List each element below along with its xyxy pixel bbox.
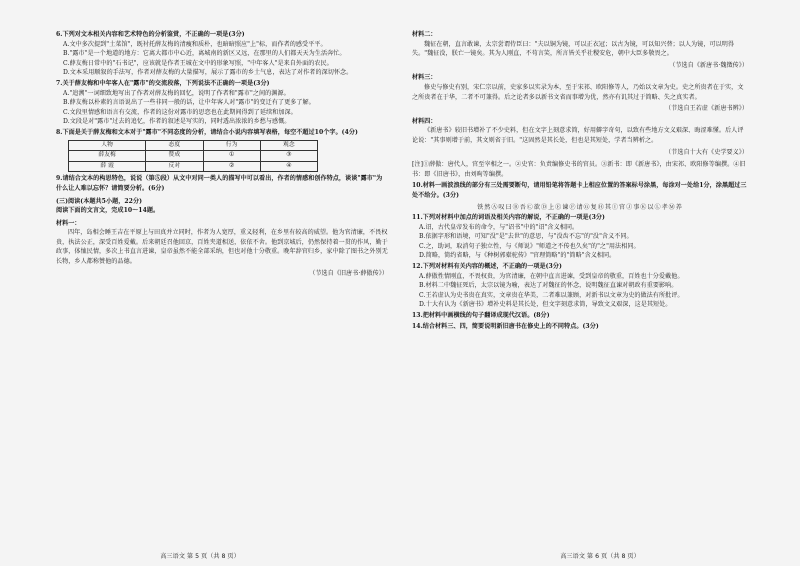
question-7-stem: 7.关于薛友梅和中年客人在"露市"的交流段落，下列说法不正确的一项是(3分) [56,79,270,87]
question-12 [412,262,748,310]
question-9 [56,174,388,193]
table-header: 行为 [203,140,260,151]
table-row [69,151,318,162]
table-cell: 薛 霞 [69,161,146,172]
material-3-title: 材料三： [412,74,437,82]
question-7-option-a: A."追溯"一词细致地写出了作者对薛友梅的回忆，说明了作者和"露市"之间的渊源。 [63,89,290,97]
material-2-source: （节选自《新唐书·魏徵传》） [669,61,748,69]
material-4-source: （节选自十大有《史学要义》） [665,148,748,156]
question-6-option-b: B."露市"是一个地道的地方：它离大都市中心近，离城南的新区又远，在那里的人们都天天为生活奔忙。 [63,50,346,58]
material-4-body: 《新唐书》较旧书增补了不少史料，但在文字上刻意求简，好用僻字奇句，以致有些地方文义艰深、晦涩难懂。后人评论说："其事则增于前，其文则省于旧。"这固然是其长处，但也是其短处，学者当辨析之。 [412,127,744,144]
question-13 [412,311,748,321]
question-7 [56,79,388,127]
table-header-row [69,140,318,151]
table-header: 观念 [260,140,317,151]
material-4-title: 材料四： [412,117,437,125]
question-11 [412,213,748,261]
material-1-body: 四年，岛相会睡王吉在平原上与田真并立同时，作者为人宽厚，重义轻利，在乡里有较高的威望。他为官清廉，不畏权贵，执法公正，深受百姓爱戴。后来朝廷召他回京，百姓夹道相送，依依不舍。他到京城后，仍然保持着一贯的作风，勤于政事，体恤民情，多次上书直言进谏，皇帝虽然不能全部采纳，但也对他十分敬重。晚年辞官归乡，家中除了图书之外别无长物，乡人都称赞他的品德。 [56,229,388,266]
material-3-body: 修史与修史有别，宋仁宗以前，史家多以实录为本，至于宋祁、欧阳修等人，乃始以文章为史。史之所贵者在于实，文之所贵者在于华，二者不可兼得。后之论者多以新书文省而事增为优，然亦有讥其过于简略、失之真实者。 [412,83,744,101]
question-7-option-c: C.文段里情感和语言有交流，作者的这份对露市的思恋也在此期间得到了延续和加深。 [63,108,297,116]
question-12-option-b: B.材料二中魏征死后，太宗以镜为喻，表达了对魏征的怀念，说明魏征直谏对朝政有重要影响。 [419,282,678,290]
question-6-stem: 6.下列对文本相关内容和艺术特色的分析鉴赏，不正确的一项是(3分) [56,31,245,38]
question-10-sentence: 铁然Ⓐ叹曰Ⓑ吾Ⓒ欲Ⓓ上Ⓔ谏Ⓕ请Ⓖ复Ⓗ其Ⓘ官Ⓙ事Ⓚ以Ⓛ孝Ⓜ养 [477,203,683,211]
material-2-body: 魏征在朝，直言敢谏，太宗尝谓侍臣曰："夫以铜为镜，可以正衣冠；以古为镜，可以知兴替；以人为镜，可以明得失。"魏征没，朕亡一镜矣。其为人刚直，不苟言笑，所言皆关乎社稷安危，朝中大臣多敬畏之。 [412,40,735,58]
question-8-stem: 8.下面是关于薛友梅和文本对于"露市"不同态度的分析，请结合小说内容填写表格，每空不超过10个字。(4分) [56,128,358,136]
table-cell: 反对 [146,161,203,172]
table-row [69,161,318,172]
question-11-option-b: B.依据字形和语境，可知"没"是"去世"的意思，与"没齿不忘"的"没"含义不同。 [419,233,633,241]
question-8 [56,128,388,172]
page-6-content [412,30,748,538]
question-12-option-c: C.王若虚认为史书贵在真实，文章贵在华美，二者难以兼顾，对新书以文章为史的做法有所批评。 [419,291,684,299]
question-6-option-a: A.文中多次提到"土菜馆"，既衬托薛友梅的清瘦和质朴，也暗暗照应"上"标，而作者的感受平平。 [63,40,327,48]
question-12-option-d: D.十大有认为《新唐书》增补史料是其长处，但文字刻意求简，导致文义艰深，这是其短处。 [419,301,672,309]
question-12-option-a: A.薛傲性情刚直，不畏权贵，为官清廉，在朝中直言进谏，受到皇帝的敬重，百姓也十分爱戴他。 [419,272,684,280]
table-cell: ④ [260,161,317,172]
table-cell: 赞成 [146,151,203,162]
question-9-stem: 9.请结合文本的构思特色，说说（第⑤段）从文中对同一类人的描写中可以看出，作者的情感和创作特点，谈谈"露市"为什么让人难以忘怀？请简要分析。(6分) [56,175,383,192]
material-1-source: （节选自《旧唐书·薛傲传》） [309,269,388,277]
page-6-footer: 高三语文 第 6 页（共 8 页） [560,553,640,560]
page-6 [400,0,800,566]
section-3-heading: (三)阅读(本题共5小题，22分) [56,197,143,205]
table-cell: ① [203,151,260,162]
question-14 [412,322,748,332]
question-11-stem: 11.下列对材料中加点的词语及相关内容的解说，不正确的一项是(3分) [412,214,605,222]
material-2-title: 材料二： [412,31,437,38]
material-1-title: 材料一： [56,219,81,227]
question-13-stem: 13.把材料中画横线的句子翻译成现代汉语。(8分) [412,312,550,320]
question-8-table [68,140,318,173]
question-14-stem: 14.结合材料三、四，简要说明新旧唐书在修史上的不同特点。(3分) [412,322,599,330]
material-3-source: （节选自王若虚《新唐书辨》） [665,105,748,113]
question-6-option-d: D.文本采用顺叙的手法写，作者对薛友梅的大量描写，展示了露市的乡土气息，表达了对作者的深切怀念。 [63,69,353,77]
question-10 [412,181,748,212]
table-header: 态度 [146,140,203,151]
question-6-option-c: C.薛友梅日常中的"石书记"，应该就是作者王城在文中的形象写照，"中年客人"是来自外面的农民。 [63,59,333,67]
annotation-note: [注]①薛傲：唐代人，官至宰相之一。②史官：负责编修史书的官员。③新书：即《新唐书》，由宋祁、欧阳修等编撰。④旧书：即《旧唐书》，由刘昫等编撰。 [412,161,746,178]
table-header: 人物 [69,140,146,151]
question-12-stem: 12.下列对材料有关内容的概述，不正确的一项是(3分) [412,263,562,271]
table-cell: ③ [260,151,317,162]
question-7-option-b: B.薛友梅以朴素的言语说出了一些非同一般的话，让中年客人对"露市"的变迁有了更多了解。 [63,99,315,107]
question-11-option-d: D.简略，简约省略，与《种树郭橐驼传》"官理简略"的"简略"含义相同。 [419,252,616,260]
question-10-stem: 10.材料一画波浪线的部分有三处需要断句，请用铅笔将答题卡上相应位置的答案标号涂黑，每涂对一处给1分，涂黑超过三处不给分。(3分) [412,182,747,199]
table-cell: 薛友梅 [69,151,146,162]
question-7-option-d: D.文段是对"露市"过去的追忆，作者的叙述是写实的，同时透出浓浓的乡愁与感慨。 [63,118,291,126]
question-6 [56,30,388,78]
page-5-footer: 高三语文 第 5 页（共 8 页） [160,553,240,560]
question-11-option-c: C.之，助词，取消句子独立性，与《师说》"师道之不传也久矣"的"之"用法相同。 [419,242,640,250]
table-cell: ② [203,161,260,172]
page-5-content [56,30,388,538]
section-3-instruction: 阅读下面的文言文，完成10～14题。 [56,207,160,215]
question-11-option-a: A.诏，古代皇帝发布的命令，与"诏书"中的"诏"含义相同。 [419,223,579,231]
